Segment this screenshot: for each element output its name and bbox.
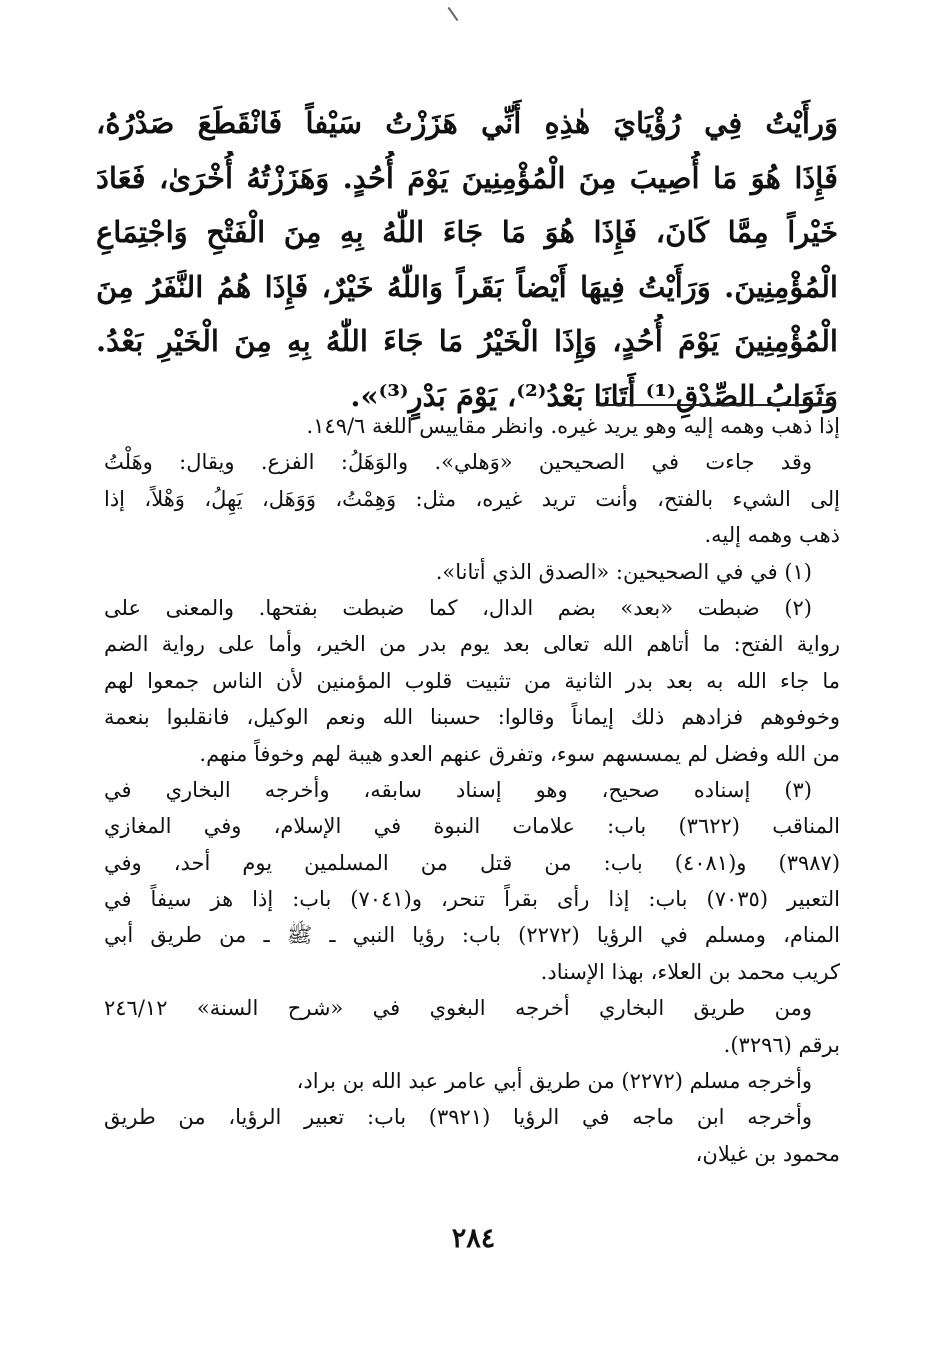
main-line: وَرأَيْتُ فِي رُؤْيَايَ هٰذِهِ أَنِّي هَزَزْتُ سَيْفاً فَانْقَطَعَ صَدْرُهُ،	[96, 106, 838, 140]
footnote-line: برقم (٣٢٩٦).	[723, 1032, 840, 1057]
page-number: ٢٨٤	[451, 1223, 496, 1254]
footnote-line: (٣) إسناده صحيح، وهو إسناد سابقه، وأخرجه البخاري في	[104, 777, 812, 802]
main-line: خَيْراً مِمَّا كَانَ، فَإِذَا هُوَ مَا جَاءَ اللّٰهُ بِهِ مِنَ الْفَتْحِ وَاجْتِمَاعِ	[96, 215, 838, 249]
footnote-line: وخوفوهم فزادهم ذلك إيماناً وقالوا: حسبنا الله ونعم الوكيل، فانقلبوا بنعمة	[104, 705, 840, 730]
footnote-separator	[596, 404, 836, 406]
footnote-line: (٢) ضبطت «بعد» بضم الدال، كما ضبطت بفتحها. والمعنى على	[104, 595, 812, 620]
main-line: الْمُؤْمِنِينَ يَوْمَ أُحُدٍ، وَإِذَا الْخَيْرُ مَا جَاءَ اللّٰهُ بِهِ مِنَ الْخَيْرِ بَعْدُ.	[96, 324, 838, 358]
footnote-line: وأخرجه ابن ماجه في الرؤيا (٣٩٢١) باب: تعبير الرؤيا، من طريق	[104, 1105, 812, 1130]
footnote-line: رواية الفتح: ما أتاهم الله تعالى بعد يوم بدر من الخير، وأما على رواية الضم	[104, 632, 840, 657]
main-text	[96, 96, 838, 423]
footnote-line: وأخرجه مسلم (٢٢٧٢) من طريق أبي عامر عبد الله بن براد،	[296, 1069, 812, 1094]
footnote-line: المنام، ومسلم في الرؤيا (٢٢٧٢) باب: رؤيا النبي ـ ﷺ ـ من طريق أبي	[104, 923, 840, 948]
main-line: الْمُؤْمِنِينَ. وَرَأَيْتُ فِيهَا أَيْضاً بَقَراً وَاللّٰهُ خَيْرٌ، فَإِذَا هُمُ النَّفَرُ مِنَ	[96, 269, 838, 304]
main-line: فَإِذَا هُوَ مَا أُصِيبَ مِنَ الْمُؤْمِنِينَ يَوْمَ أُحُدٍ. وَهَزَزْتُهُ أُخْرَىٰ، فَعَادَ	[96, 160, 838, 195]
footnote-line: المناقب (٣٦٢٢) باب: علامات النبوة في الإسلام، وفي المغازي	[104, 814, 840, 839]
footnote-line: (٣٩٨٧) و(٤٠٨١) باب: من قتل من المسلمين يوم أحد، وفي	[104, 850, 840, 875]
footnote-line: (١) في في الصحيحين: «الصدق الذي أتانا».	[435, 559, 812, 584]
footnote-line: ما جاء الله به بعد بدر الثانية من تثبيت قلوب المؤمنين لأن الناس جمعوا لهم	[104, 668, 840, 693]
footnotes	[104, 408, 840, 1172]
footnote-line: من الله وفضل لم يمسسهم سوء، وتفرق عنهم العدو هيبة لهم وخوفاً منهم.	[199, 741, 840, 766]
footnote-line: إلى الشيء بالفتح، وأنت تريد غيره، مثل: وَهِمْتُ، وَوَهَل، يَهِلُ، وَهْلاً، إذا	[104, 486, 840, 511]
main-line: وَثَوَابُ الصِّدْقِ⁽¹⁾ أَتَانَا بَعْدُ⁽²⁾، يَوْمَ بَدْرٍ⁽³⁾».	[350, 378, 838, 413]
footnote-line: التعبير (٧٠٣٥) باب: إذا رأى بقراً تنحر، و(٧٠٤١) باب: إذا هز سيفاً في	[104, 887, 840, 912]
footnote-line: إذا ذهب وهمه إليه وهو يريد غيره. وانظر مقاييس اللغة ١٤٩/٦.	[306, 414, 840, 438]
footnote-line: كريب محمد بن العلاء، بهذا الإسناد.	[540, 959, 840, 984]
scan-mark	[448, 7, 459, 21]
footnote-line: محمود بن غيلان،	[695, 1141, 840, 1166]
footnote-line: وقد جاءت في الصحيحين «وَهلي». والوَهَلُ: الفزع. ويقال: وهَلْتُ	[104, 450, 812, 475]
footnote-line: ومن طريق البخاري أخرجه البغوي في «شرح السنة» ٢٤٦/١٢	[104, 996, 812, 1021]
footnote-line: ذهب وهمه إليه.	[704, 523, 840, 548]
